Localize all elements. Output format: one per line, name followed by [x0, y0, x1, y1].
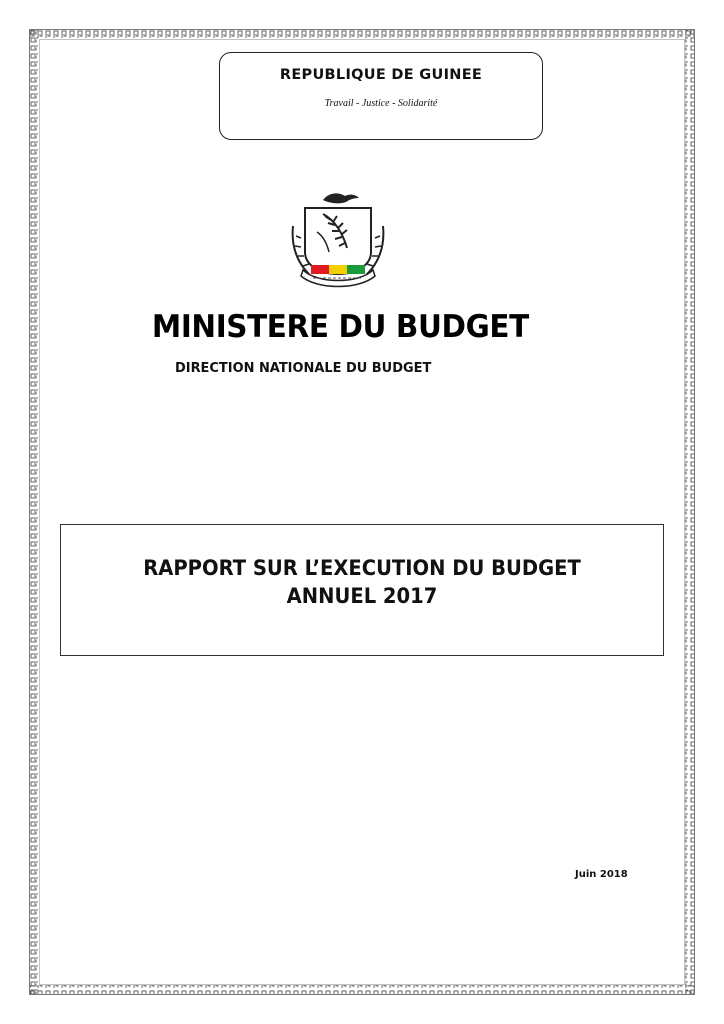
publication-date: Juin 2018: [575, 869, 628, 880]
ministry-name: MINISTERE DU BUDGET: [151, 309, 529, 345]
coat-of-arms-icon: [283, 186, 393, 294]
header-box: [219, 52, 543, 140]
report-title-box: [60, 524, 664, 656]
decorative-page-border: [29, 29, 695, 995]
report-title-line2: ANNUEL 2017: [286, 584, 438, 608]
country-name: REPUBLIQUE DE GUINEE: [279, 67, 483, 83]
national-motto: Travail - Justice - Solidarité: [324, 98, 438, 109]
report-title-line1: RAPPORT SUR L’EXECUTION DU BUDGET: [143, 556, 581, 580]
direction-subtitle: DIRECTION NATIONALE DU BUDGET: [175, 360, 432, 376]
ministry-title: [0, 309, 724, 345]
